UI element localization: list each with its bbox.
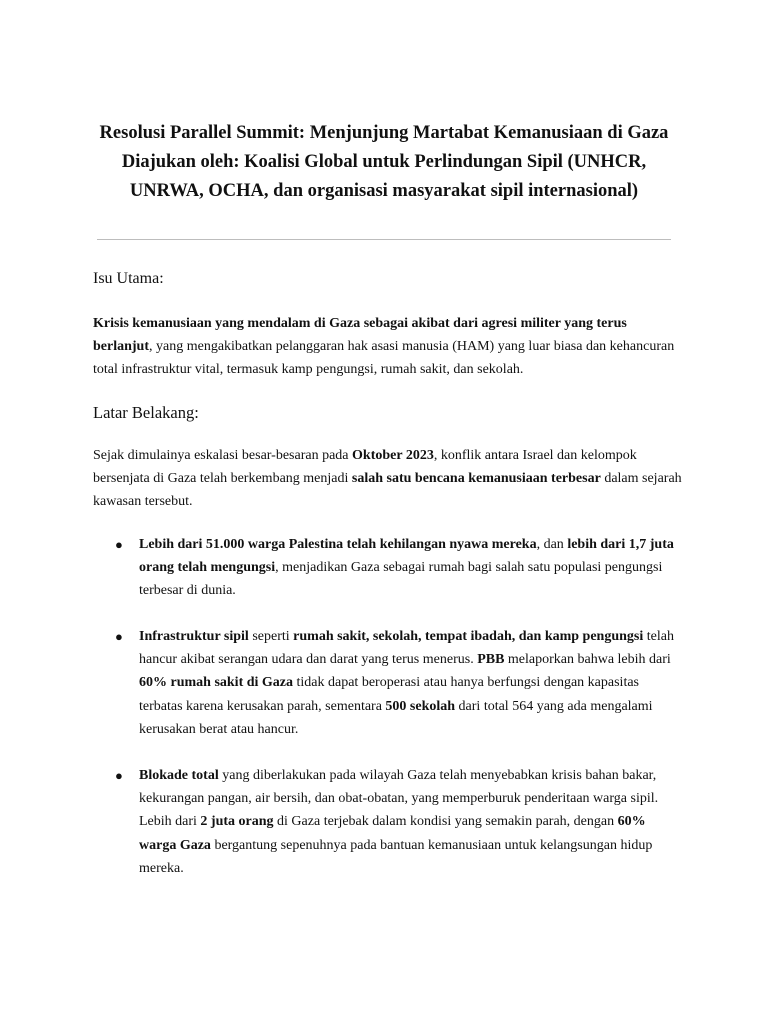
latar-bold-1: Oktober 2023 (352, 448, 434, 463)
bullet-text: , menjadikan Gaza sebagai rumah bagi salah satu populasi pengungsi terbesar di dunia. (139, 560, 663, 599)
bullet-bold: rumah sakit, sekolah, tempat ibadah, dan kamp pengungsi (293, 629, 644, 644)
latar-text-1: Sejak dimulainya eskalasi besar-besaran pada (93, 448, 353, 463)
bullet-icon: ● (115, 537, 123, 552)
latar-belakang-paragraph (93, 444, 683, 513)
bullet-text: bergantung sepenuhnya pada bantuan kemanusiaan untuk kelangsungan hidup mereka. (139, 837, 653, 876)
bullet-bold: 2 juta orang (200, 814, 274, 830)
bullet-text: yang diberlakukan pada wilayah Gaza telah menyebabkan krisis bahan bakar, kekurangan pangan, air bersih, dan obat-obatan, yang memperburuk penderitaan warga sipil. Lebih dari (139, 768, 659, 830)
bullet-text: telah hancur akibat serangan udara dan darat yang terus menerus. (139, 629, 674, 668)
bullet-bold: Infrastruktur sipil (139, 629, 249, 644)
horizontal-divider (97, 239, 671, 240)
isu-text: , yang mengakibatkan pelanggaran hak asasi manusia (HAM) yang luar biasa dan kehancuran total infrastruktur vital, termasuk kamp pengungsi, rumah sakit, dan sekolah. (93, 339, 675, 377)
bullet-text: tidak dapat beroperasi atau hanya berfungsi dengan kapasitas terbatas karena kerusakan parah, sementara (139, 675, 639, 714)
bullet-text: , dan (536, 537, 568, 552)
title-line-1: Resolusi Parallel Summit: Menjunjung Martabat Kemanusiaan di Gaza (99, 123, 669, 143)
bullet-bold: Blokade total (139, 768, 219, 783)
list-item (115, 625, 679, 741)
bullet-bold: lebih dari 1,7 juta orang telah mengungsi (139, 537, 674, 576)
isu-utama-paragraph (93, 312, 683, 381)
bullet-text: melaporkan bahwa lebih dari (504, 652, 671, 668)
section-heading-latar-belakang: Latar Belakang: (93, 403, 199, 422)
title-line-2: Diajukan oleh: Koalisi Global untuk Perlindungan Sipil (UNHCR, (121, 152, 647, 172)
bullet-icon: ● (115, 768, 123, 783)
latar-bold-2: salah satu bencana kemanusiaan terbesar (351, 471, 601, 486)
isu-bold-text: Krisis kemanusiaan yang mendalam di Gaza sebagai akibat dari agresi militer yang terus berlanjut (93, 316, 627, 354)
section-heading-isu-utama: Isu Utama: (93, 270, 164, 287)
bullet-bold: 500 sekolah (385, 698, 456, 714)
bullet-bold: 60% warga Gaza (139, 814, 646, 853)
bullet-text: di Gaza terjebak dalam kondisi yang semakin parah, dengan (273, 814, 618, 830)
bullet-text: dari total 564 yang ada mengalami kerusakan berat atau hancur. (139, 698, 653, 737)
latar-text-3: dalam sejarah kawasan tersebut. (93, 471, 682, 509)
list-item (115, 764, 679, 880)
bullet-bold: 60% rumah sakit di Gaza (139, 675, 294, 691)
bullet-bold: Lebih dari 51.000 warga Palestina telah kehilangan nyawa mereka (139, 537, 537, 552)
latar-text-2: , konflik antara Israel dan kelompok bersenjata di Gaza telah berkembang menjadi (93, 448, 637, 486)
list-item (115, 533, 679, 603)
title-line-3: UNRWA, OCHA, dan organisasi masyarakat sipil internasional) (129, 181, 639, 201)
bullet-text: seperti (248, 629, 294, 644)
bullet-icon: ● (115, 629, 123, 644)
document-title (90, 119, 678, 206)
bullet-bold: PBB (477, 652, 505, 668)
